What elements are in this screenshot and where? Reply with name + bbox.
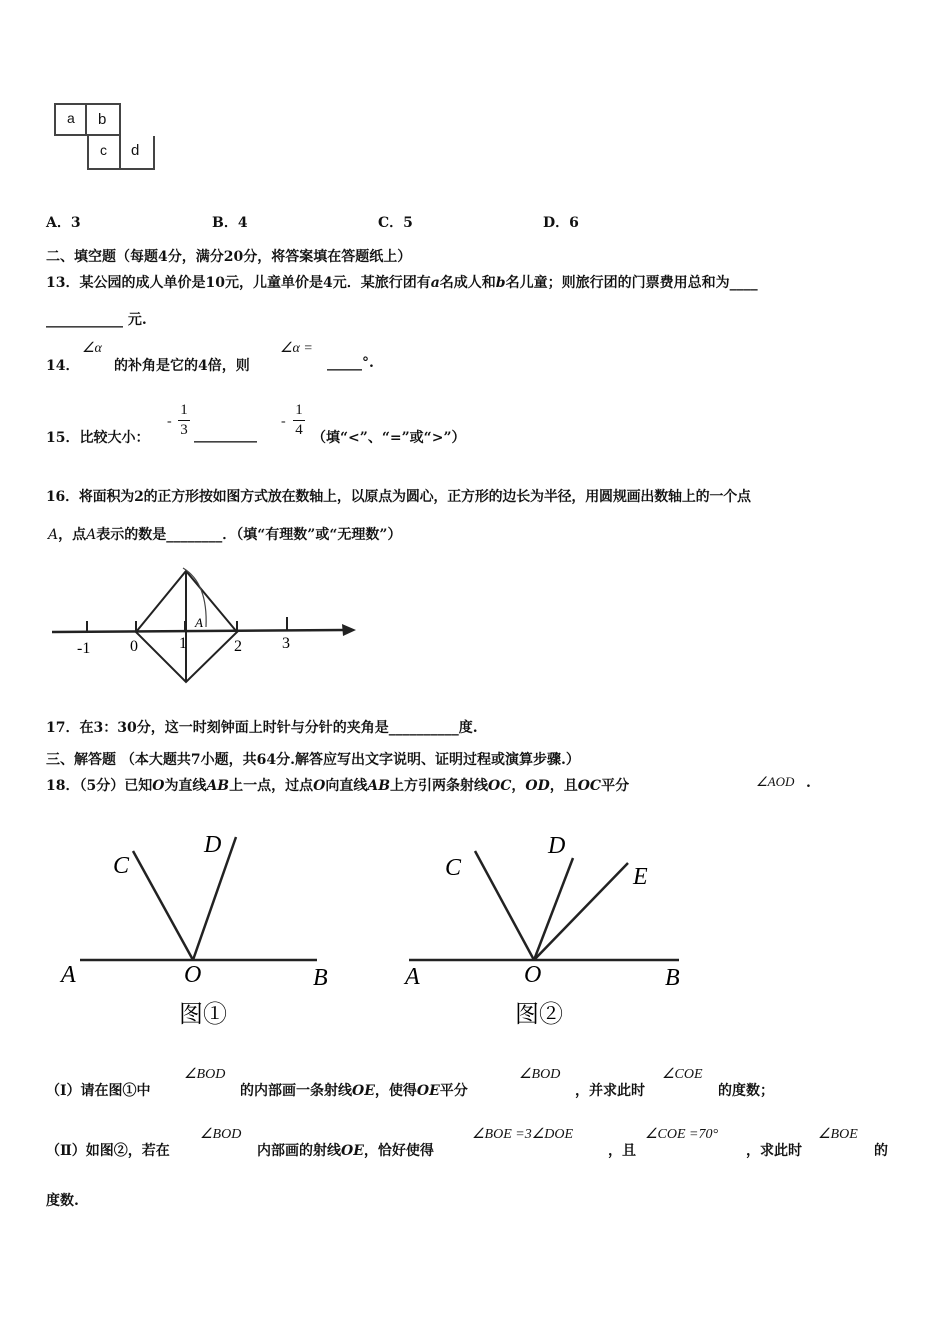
part1-text-a: （Ⅰ）请在图①中 [46, 1083, 151, 1099]
fig2-label-b: B [665, 965, 680, 991]
part2-text-f: 度数. [46, 1193, 79, 1209]
option-a: A．3 [46, 215, 81, 231]
q15-fraction-2: 1 4 [292, 402, 306, 439]
axis-label-0: 0 [130, 638, 138, 655]
axis-label-1: 1 [179, 635, 187, 652]
fig2-label-d: D [548, 833, 566, 859]
fig2-label-c: C [445, 855, 462, 881]
option-d: D．6 [543, 215, 579, 231]
part1-angle-coe: ∠COE [662, 1067, 703, 1082]
part2-text-c: ，且 [608, 1143, 636, 1159]
q18-stem: 18．（5分）已知O为直线AB上一点，过点O向直线AB上方引两条射线OC，OD，且OC平分 [46, 778, 630, 794]
part2-text-b: 内部画的射线OE，恰好使得 [257, 1143, 434, 1159]
part1-text-b: 的内部画一条射线OE，使得OE平分 [240, 1083, 468, 1099]
fig2-caption: 图② [515, 1002, 563, 1028]
q14-alpha: ∠α [82, 341, 102, 356]
figure-2 [395, 825, 695, 1030]
fig1-label-c: C [113, 853, 130, 879]
part1-text-d: 的度数； [718, 1083, 774, 1099]
part2-text-a: （Ⅱ）如图②，若在 [46, 1143, 170, 1159]
q17: 17．在3：30分，这一时刻钟面上时针与分针的夹角是__________度. [46, 720, 478, 736]
option-c: C．5 [378, 215, 413, 231]
grid-cell-d: d [121, 136, 155, 170]
grid-cell-c: c [87, 136, 121, 170]
axis-label-2: 2 [234, 638, 242, 655]
q18-angle-aod: ∠AOD [756, 774, 795, 789]
axis-label-3: 3 [282, 635, 290, 652]
q16-line1: 16．将面积为2的正方形按如图方式放在数轴上，以原点为圆心，正方形的边长为半径，用圆规画出数轴上的一个点 [46, 489, 751, 505]
figure-1 [55, 830, 345, 1030]
option-b: B．4 [212, 215, 248, 231]
fig1-label-a: A [61, 962, 76, 988]
part1-angle-bod-1: ∠BOD [184, 1067, 226, 1082]
q14-alpha-eq: ∠α = [280, 341, 313, 356]
part2-text-d: ，求此时 [746, 1143, 802, 1159]
fig2-label-o: O [524, 962, 542, 988]
fig2-label-a: A [405, 964, 420, 990]
axis-label-neg1: -1 [77, 640, 91, 657]
grid-cell-a: a [54, 103, 87, 136]
q15-label: 15．比较大小： [46, 430, 150, 446]
number-line-figure [40, 565, 370, 690]
q14-text: 的补角是它的4倍，则 [114, 358, 250, 374]
q15-neg1: - [167, 414, 172, 429]
part2-angle-boe: ∠BOE [818, 1127, 858, 1142]
q15-blank: _________ [194, 427, 257, 443]
grid-cell-b: b [87, 103, 121, 136]
q15-fraction-1: 1 3 [177, 402, 191, 439]
fig2-label-e: E [633, 864, 648, 890]
q13-line1: 13．某公园的成人单价是10元，儿童单价是4元．某旅行团有a名成人和b名儿童；则旅行团的门票费用总和为____ [46, 275, 758, 291]
q14-blank: _____°. [327, 355, 374, 371]
part2-eq-boe-doe: ∠BOE =3∠DOE [472, 1127, 574, 1142]
part2-text-e: 的 [874, 1143, 888, 1159]
part1-text-c: ，并求此时 [575, 1083, 645, 1099]
point-a-label: A [195, 615, 203, 630]
section3-title: 三、解答题 （本大题共7小题，共64分.解答应写出文字说明、证明过程或演算步骤.） [46, 752, 580, 768]
part2-angle-bod: ∠BOD [200, 1127, 242, 1142]
section2-title: 二、填空题（每题4分，满分20分，将答案填在答题纸上） [46, 249, 412, 265]
q15-neg2: - [281, 414, 286, 429]
part1-angle-bod-2: ∠BOD [519, 1067, 561, 1082]
fig1-label-d: D [204, 832, 222, 858]
q18-end: . [806, 775, 811, 791]
part2-eq-coe: ∠COE =70° [645, 1127, 719, 1142]
q16-line2: A，点A表示的数是________．（填“有理数”或“无理数”） [48, 527, 402, 543]
q15-tail: （填“<”、“=”或“>”） [312, 430, 466, 446]
fig1-label-b: B [313, 965, 328, 991]
fig1-label-o: O [184, 962, 202, 988]
fig1-caption: 图① [179, 1002, 227, 1028]
q13-line2: ___________ 元. [46, 312, 147, 328]
q14: 14． [46, 358, 80, 374]
